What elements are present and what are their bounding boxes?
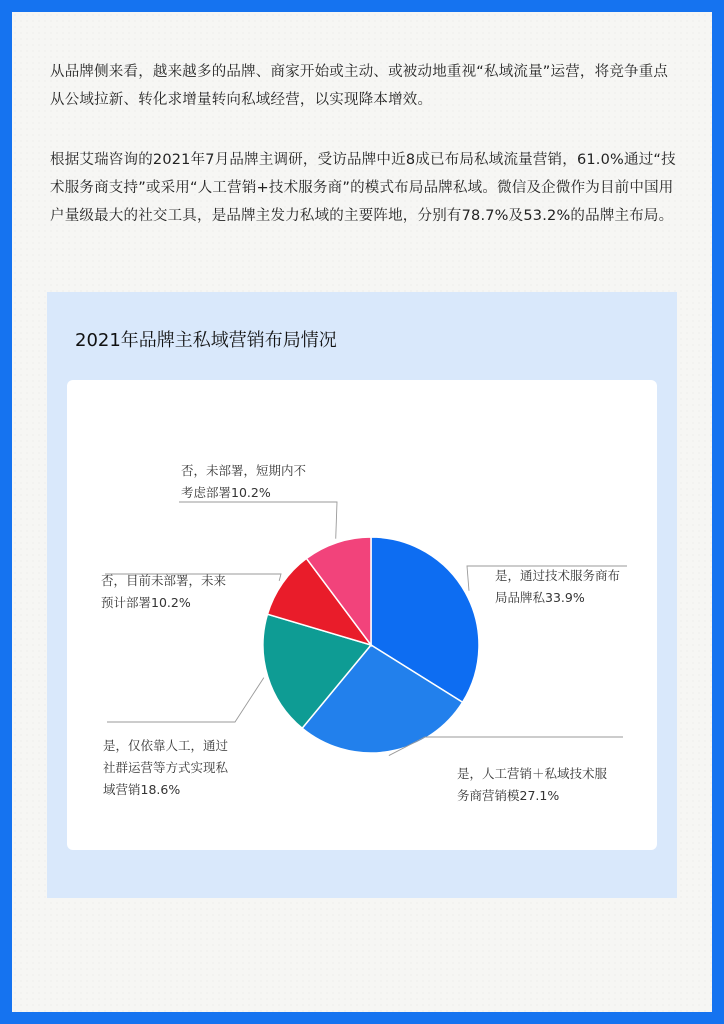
slice-label-1: 是，通过技术服务商布局品牌私33.9% xyxy=(495,568,621,605)
pie-chart xyxy=(67,380,657,850)
chart-panel xyxy=(67,380,657,850)
page-frame xyxy=(12,12,712,1012)
slice-label-4: 否，目前未部署，未来预计部署10.2% xyxy=(101,573,227,610)
research-paragraph: 根据艾瑞咨询的2021年7月品牌主调研，受访品牌中近8成已布局私域流量营销，61.0%通过“技术服务商支持”或采用“人工营销+技术服务商”的模式布局品牌私域。微信及企微作为目前中国用户量级最大的社交工具，是品牌主发力私域的主要阵地，分别有78.7%及53.2%的品牌主布局。 xyxy=(50,152,676,224)
slice-label-3: 是，仅依靠人工，通过社群运营等方式实现私域营销18.6% xyxy=(103,738,229,797)
leader-line-3 xyxy=(107,678,264,722)
intro-paragraph: 从品牌侧来看，越来越多的品牌、商家开始或主动、或被动地重视“私域流量”运营，将竞争重点从公域拉新、转化求增量转向私域经营，以实现降本增效。 xyxy=(50,64,669,108)
slice-label-2: 是，人工营销＋私域技术服务商营销模27.1% xyxy=(457,766,608,803)
chart-card xyxy=(47,292,677,898)
chart-title: 2021年品牌主私域营销布局情况 xyxy=(75,330,337,351)
leader-line-5 xyxy=(179,502,337,539)
slice-label-5: 否，未部署，短期内不考虑部署10.2% xyxy=(181,463,307,500)
